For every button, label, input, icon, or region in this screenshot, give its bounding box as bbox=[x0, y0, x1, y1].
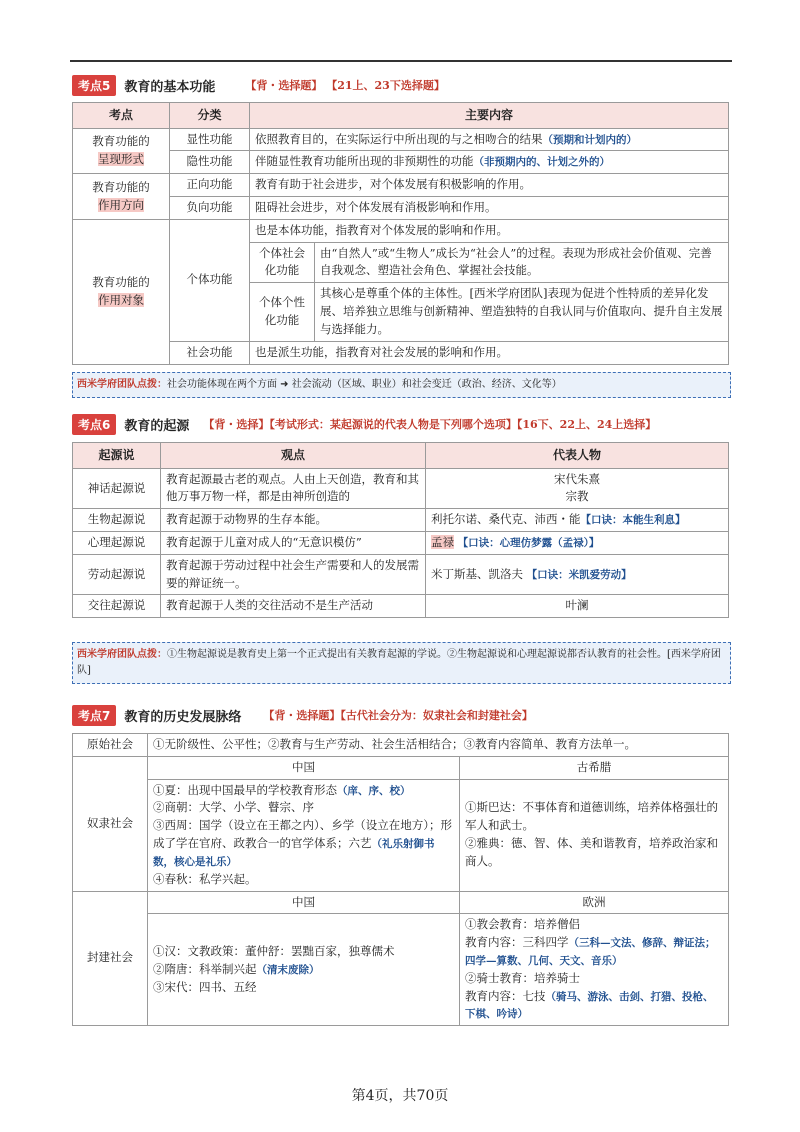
section-7-header bbox=[72, 704, 732, 726]
top-rule bbox=[70, 60, 732, 62]
category-cell: 隐性功能 bbox=[170, 151, 250, 174]
topic-line-highlight: 呈现形式 bbox=[98, 151, 144, 166]
content-cell: 依照教育目的，在实际运行中所出现的与之相吻合的结果（预期和计划内的） bbox=[250, 128, 729, 151]
mnemonic-text: 【口诀：本能生利息】 bbox=[580, 514, 686, 527]
content-cell: ①斯巴达：不事体育和道德训练，培养体格强壮的军人和武士。 ②雅典：德、智、体、美和谐教育，培养政治家和商人。 bbox=[460, 779, 729, 891]
origin-name: 生物起源说 bbox=[73, 509, 161, 532]
category-cell: 个体功能 bbox=[170, 219, 250, 341]
origin-person: 宋代朱熹 宗教 bbox=[426, 468, 729, 509]
region-header: 中国 bbox=[148, 891, 460, 914]
section-5-tag: 考点5 bbox=[72, 75, 116, 96]
table-row bbox=[73, 532, 729, 555]
origin-name: 心理起源说 bbox=[73, 532, 161, 555]
topic-cell: 教育功能的 作用对象 bbox=[73, 219, 170, 364]
section-5-table bbox=[72, 102, 729, 365]
section-6-tag: 考点6 bbox=[72, 414, 116, 435]
content-cell: 教育有助于社会进步，对个体发展有积极影响的作用。 bbox=[250, 174, 729, 197]
table-row bbox=[73, 468, 729, 509]
origin-person: 孟禄 【口诀：心理仿梦露（孟禄）】 bbox=[426, 532, 729, 555]
content-cell: 其核心是尊重个体的主体性。[西米学府团队]表现为促进个性特质的差异化发展、培养独立思维与创新精神、塑造独特的自我认同与价值取向、提升自主发展与选择能力。 bbox=[315, 283, 729, 341]
period-cell: 奴隶社会 bbox=[73, 756, 148, 891]
content-cell: ①夏：出现中国最早的学校教育形态（庠、序、校） ②商朝：大学、小学、瞽宗、序 ③西周：国学（设立在王都之内）、乡学（设立在地方）；形成了学在官府、政教合一的官学体系；六艺（礼乐射御书数，核心是礼乐） ④春秋：私学兴起。 bbox=[148, 779, 460, 891]
origin-view: 教育起源于劳动过程中社会生产需要和人的发展需要的辩证统一。 bbox=[161, 554, 426, 595]
mnemonic-text: 【口诀：米凯爱劳动】 bbox=[526, 568, 632, 581]
content-cell: 伴随显性教育功能所出现的非预期性的功能（非预期内的、计划之外的） bbox=[250, 151, 729, 174]
content-cell: ①教会教育：培养僧侣 教育内容：三科四学（三科—文法、修辞、辩证法；四学—算数、几何、天文、音乐） ②骑士教育：培养骑士 教育内容：七技（骑马、游泳、击剑、打猎、投枪、下棋、吟诗） bbox=[460, 914, 729, 1026]
header-cell: 起源说 bbox=[73, 443, 161, 469]
period-cell: 原始社会 bbox=[73, 734, 148, 757]
topic-cell bbox=[73, 128, 170, 174]
note-text: （礼乐射御书数，核心是礼乐） bbox=[153, 838, 435, 868]
origin-person: 叶澜 bbox=[426, 595, 729, 618]
origin-name: 神话起源说 bbox=[73, 468, 161, 509]
note-text: （非预期内的、计划之外的） bbox=[473, 156, 610, 169]
note-text: （骑马、游泳、击剑、打猎、投枪、下棋、吟诗） bbox=[465, 990, 714, 1021]
subcategory-cell: 个体个性化功能 bbox=[250, 283, 315, 341]
note-text: （三科—文法、修辞、辩证法；四学—算数、几何、天文、音乐） bbox=[465, 937, 716, 967]
period-cell: 封建社会 bbox=[73, 891, 148, 1026]
table-row bbox=[73, 595, 729, 618]
origin-person: 利托尔诺、桑代克、沛西・能【口诀：本能生利息】 bbox=[426, 509, 729, 532]
region-header: 中国 bbox=[148, 756, 460, 779]
origin-view: 教育起源于儿童对成人的“无意识模仿” bbox=[161, 532, 426, 555]
note-text: （庠、序、校） bbox=[337, 784, 411, 797]
section-7-title: 教育的历史发展脉络 bbox=[124, 709, 242, 725]
mnemonic-text: 【口诀：心理仿梦露（孟禄）】 bbox=[457, 537, 600, 550]
origin-name: 劳动起源说 bbox=[73, 554, 161, 595]
origin-view: 教育起源最古老的观点。人由上天创造，教育和其他万事万物一样，都是由神所创造的 bbox=[161, 468, 426, 509]
section-6-note: 【背・选择】【考试形式：某起源说的代表人物是下列哪个选项】【16下、22上、24上选择】 bbox=[203, 418, 657, 431]
section-5-header bbox=[72, 74, 732, 96]
region-header: 欧洲 bbox=[460, 891, 729, 914]
page-footer: 第4页，共70页 bbox=[351, 1088, 449, 1104]
section-6-tip bbox=[72, 642, 731, 684]
note-text: （清末废除） bbox=[256, 963, 320, 976]
section-5-tip bbox=[72, 372, 731, 398]
section-6-header bbox=[72, 413, 732, 435]
section-6-table bbox=[72, 442, 729, 618]
section-5-note: 【背・选择题】 【21上、23下选择题】 bbox=[245, 79, 445, 92]
header-cell: 主要内容 bbox=[250, 103, 729, 129]
category-cell: 正向功能 bbox=[170, 174, 250, 197]
content-cell: 也是本体功能，指教育对个体发展的影响和作用。 bbox=[250, 219, 729, 242]
category-cell: 社会功能 bbox=[170, 341, 250, 364]
region-header: 古希腊 bbox=[460, 756, 729, 779]
topic-line-highlight: 作用方向 bbox=[98, 197, 144, 212]
section-5-title: 教育的基本功能 bbox=[124, 79, 216, 95]
header-cell: 考点 bbox=[73, 103, 170, 129]
origin-name: 交往起源说 bbox=[73, 595, 161, 618]
header-cell: 代表人物 bbox=[426, 443, 729, 469]
section-7-tag: 考点7 bbox=[72, 705, 116, 726]
table-row bbox=[73, 554, 729, 595]
header-cell: 分类 bbox=[170, 103, 250, 129]
tip-text: ①生物起源说是教育史上第一个正式提出有关教育起源的学说。②生物起源说和心理起源说都否认教育的社会性。[西米学府团队] bbox=[77, 649, 721, 676]
content-cell: 阻碍社会进步，对个体发展有消极影响和作用。 bbox=[250, 197, 729, 220]
topic-line-highlight: 作用对象 bbox=[98, 292, 144, 307]
origin-person: 米丁斯基、凯洛夫 【口诀：米凯爱劳动】 bbox=[426, 554, 729, 595]
category-cell: 负向功能 bbox=[170, 197, 250, 220]
section-7-table bbox=[72, 733, 729, 1026]
note-text: （预期和计划内的） bbox=[542, 133, 637, 146]
origin-view: 教育起源于动物界的生存本能。 bbox=[161, 509, 426, 532]
topic-cell: 教育功能的 作用方向 bbox=[73, 174, 170, 220]
content-cell: 也是派生功能，指教育对社会发展的影响和作用。 bbox=[250, 341, 729, 364]
subcategory-cell: 个体社会化功能 bbox=[250, 242, 315, 283]
category-cell: 显性功能 bbox=[170, 128, 250, 151]
header-cell: 观点 bbox=[161, 443, 426, 469]
origin-view: 教育起源于人类的交往活动不是生产活动 bbox=[161, 595, 426, 618]
tip-label: 西米学府团队点拨： bbox=[77, 649, 167, 660]
section-7-note: 【背・选择题】【古代社会分为：奴隶社会和封建社会】 bbox=[263, 709, 533, 722]
content-cell: 由“自然人”或“生物人”成长为“社会人”的过程。表现为形成社会价值观、完善自我观念、塑造社会角色、掌握社会技能。 bbox=[315, 242, 729, 283]
section-6-title: 教育的起源 bbox=[124, 418, 190, 434]
tip-text: 社会功能体现在两个方面 ➜ 社会流动（区域、职业）和社会变迁（政治、经济、文化等） bbox=[167, 379, 562, 390]
topic-line: 教育功能的 bbox=[92, 134, 150, 149]
table-row bbox=[73, 509, 729, 532]
tip-label: 西米学府团队点拨： bbox=[77, 379, 167, 390]
content-cell: ①无阶级性、公平性；②教育与生产劳动、社会生活相结合；③教育内容简单、教育方法单一。 bbox=[148, 734, 729, 757]
content-cell: ①汉：文教政策：董仲舒：罢黜百家，独尊儒术 ②隋唐：科举制兴起（清末废除） ③宋代：四书、五经 bbox=[148, 914, 460, 1026]
